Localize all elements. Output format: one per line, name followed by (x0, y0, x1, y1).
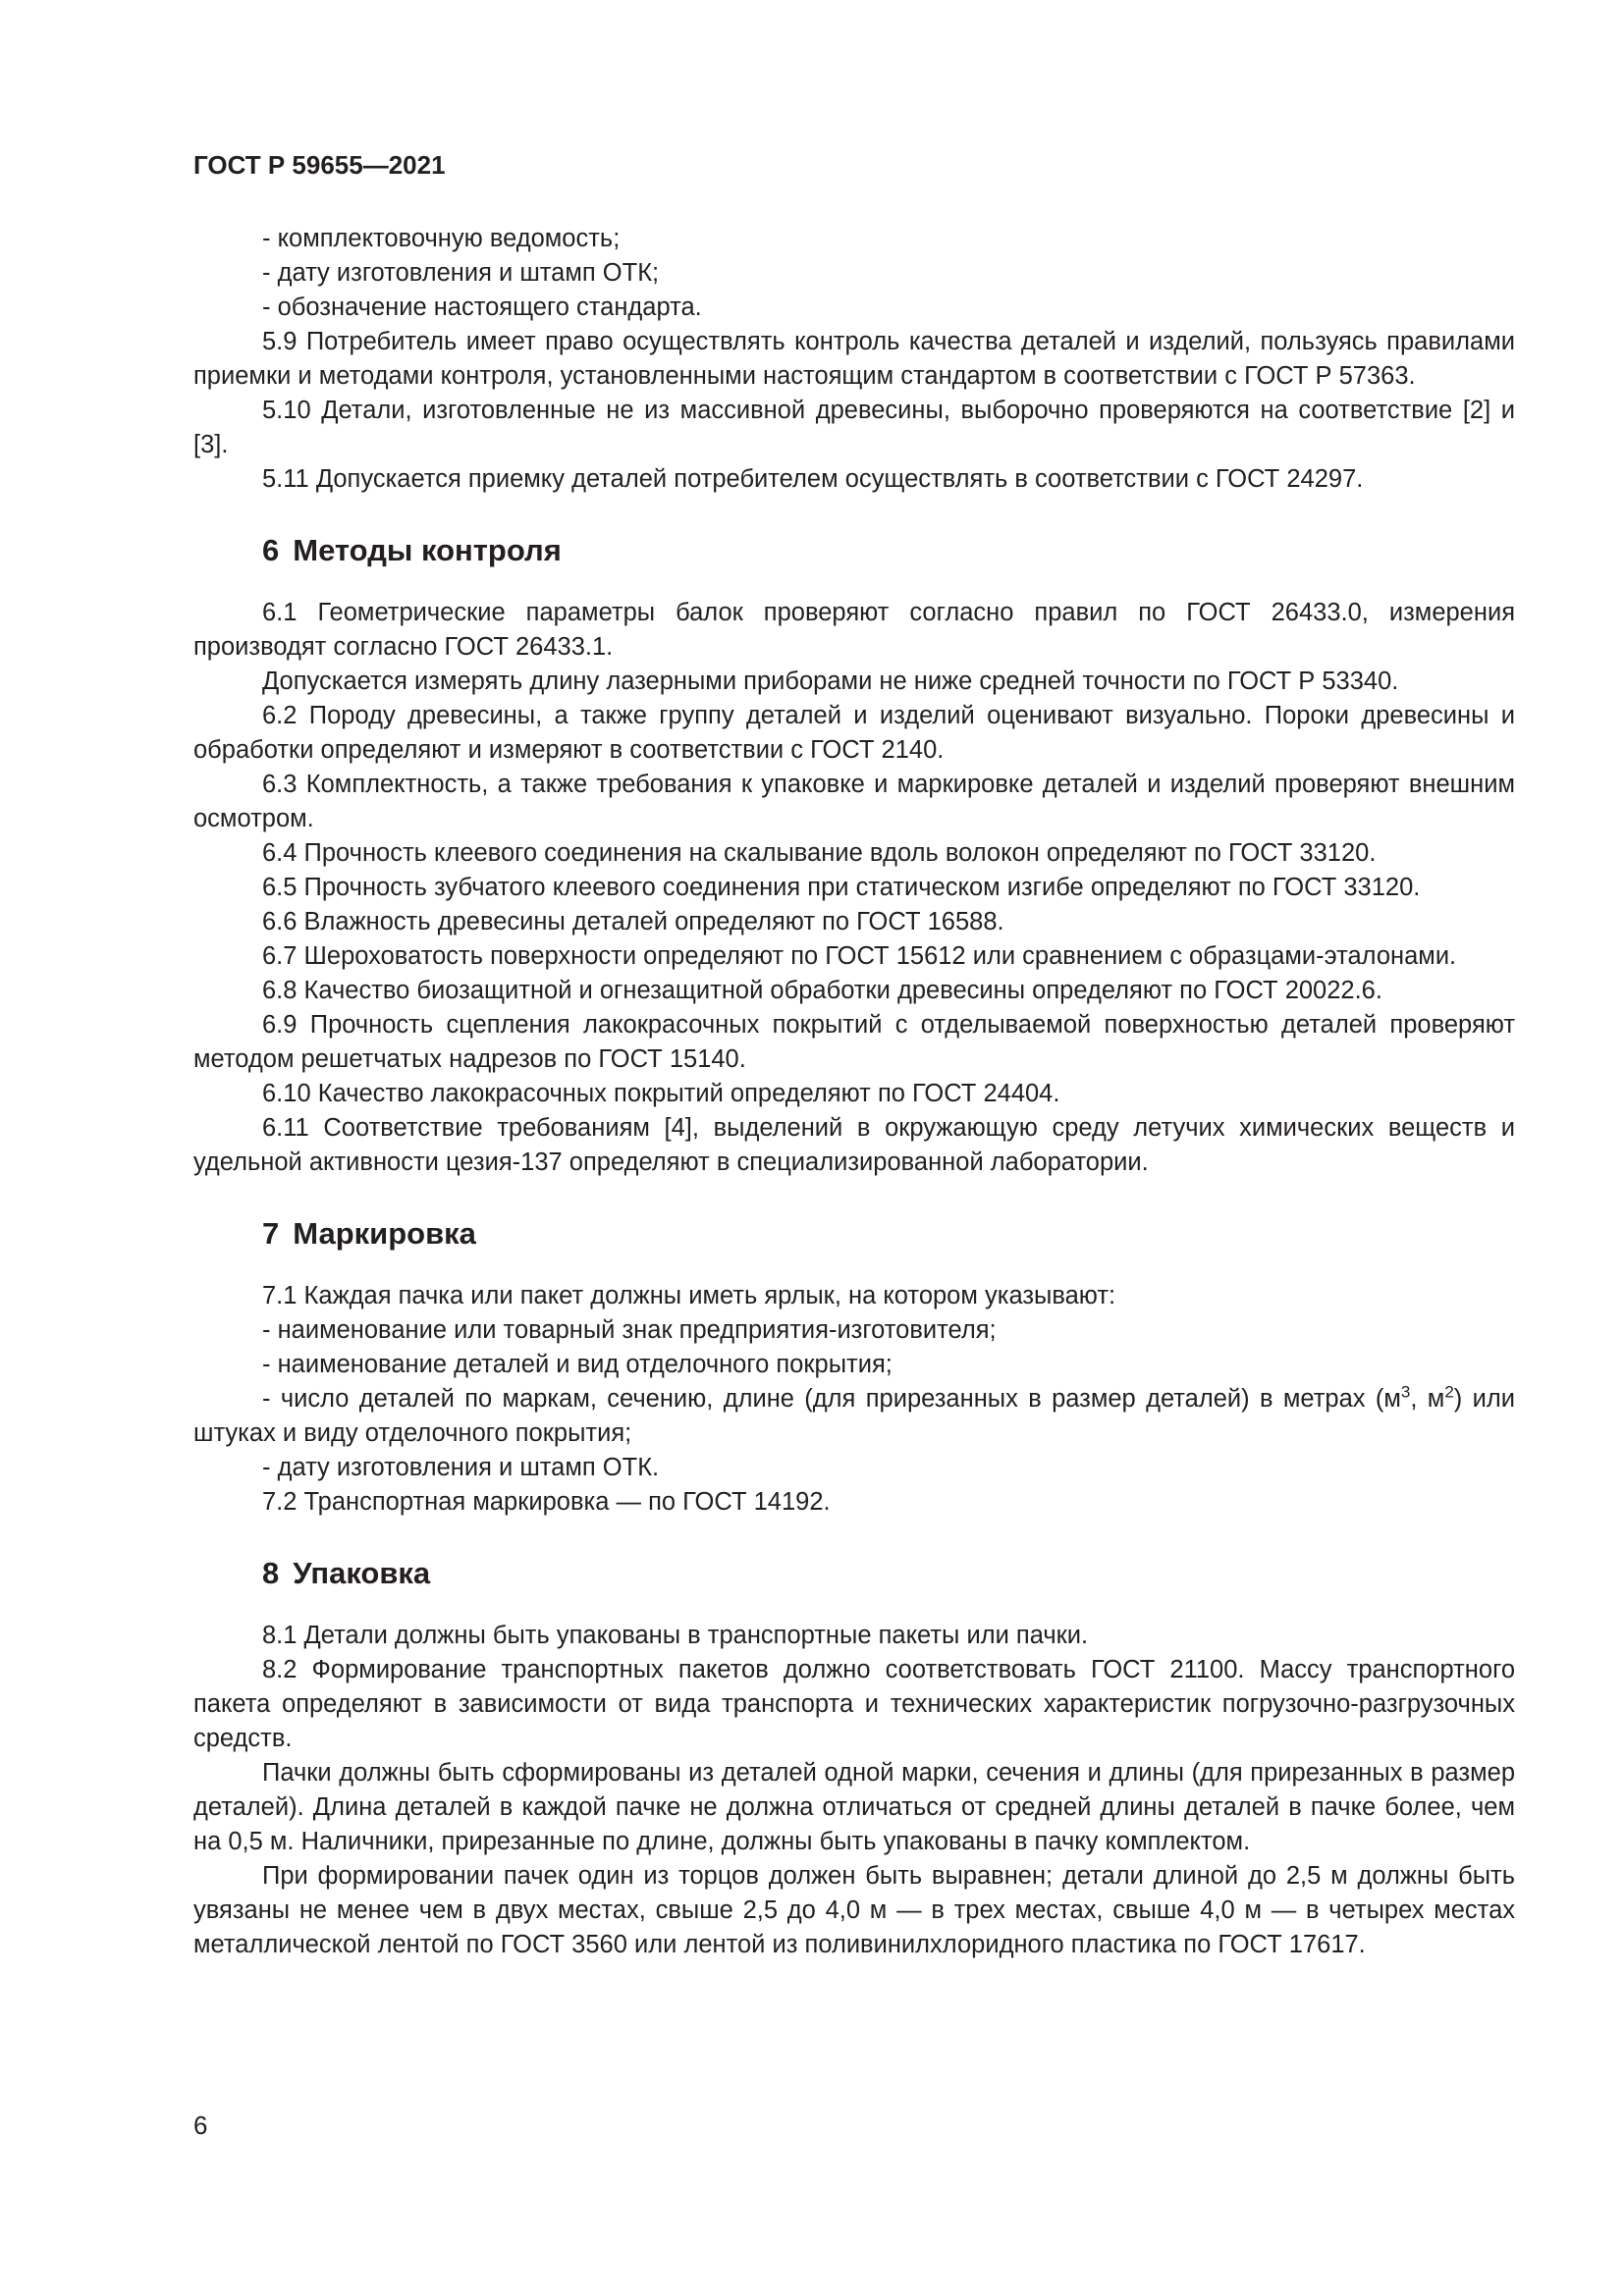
paragraph-6-8: 6.8 Качество биозащитной и огнезащитной обработки древесины определяют по ГОСТ 20022.6. (262, 977, 1382, 1004)
text-fragment: ) или штуках и виду отделочного покрытия; (193, 1385, 1515, 1447)
paragraph: Допускается измерять длину лазерными приборами не ниже средней точности по ГОСТ Р 53340. (262, 667, 1399, 695)
text-fragment: , м (1410, 1385, 1445, 1413)
paragraph-6-5: 6.5 Прочность зубчатого клеевого соединения при статическом изгибе определяют по ГОСТ 33120. (262, 874, 1421, 901)
section-title: Упаковка (293, 1556, 431, 1590)
superscript: 2 (1444, 1382, 1454, 1402)
paragraph-6-11: 6.11 Соответствие требованиям [4], выделений в окружающую среду летучих химических веществ и удельной активности цезия-137 определяют в специализированной лаборатории. (193, 1114, 1515, 1176)
paragraph-6-7: 6.7 Шероховатость поверхности определяют по ГОСТ 15612 или сравнением с образцами-эталонами. (262, 942, 1457, 970)
list-item: - дату изготовления и штамп ОТК; (262, 259, 660, 287)
section-7-heading (262, 1214, 1515, 1254)
paragraph-8-1: 8.1 Детали должны быть упакованы в транспортные пакеты или пачки. (262, 1622, 1089, 1649)
list-item: - комплектовочную ведомость; (262, 225, 621, 252)
paragraph: Пачки должны быть сформированы из деталей одной марки, сечения и длины (для прирезанных в размер деталей). Длина деталей в каждой пачке не должна отличаться от средней длины деталей в пачке более, чем на 0,5 м. Наличники, прирезанные по длине, должны быть упакованы в пачку комплектом. (193, 1759, 1515, 1855)
paragraph-6-1: 6.1 Геометрические параметры балок проверяют согласно правил по ГОСТ 26433.0, измерения производят согласно ГОСТ 26433.1. (193, 599, 1515, 661)
superscript: 3 (1400, 1382, 1411, 1402)
paragraph-6-4: 6.4 Прочность клеевого соединения на скалывание вдоль волокон определяют по ГОСТ 33120. (262, 839, 1377, 867)
text-fragment: - число деталей по маркам, сечению, длине (для прирезанных в размер деталей) в метрах (м (262, 1385, 1401, 1413)
section-title: Маркировка (293, 1216, 476, 1251)
list-item-quantity (193, 1382, 1515, 1451)
section-number: 8 (262, 1556, 280, 1590)
paragraph-5-9: 5.9 Потребитель имеет право осуществлять контроль качества деталей и изделий, пользуясь правилами приемки и методами контроля, установленными настоящим стандартом в соответствии с ГОСТ Р 57363. (193, 328, 1515, 390)
section-number: 6 (262, 533, 280, 567)
document-page (193, 147, 1515, 1962)
paragraph-6-2: 6.2 Породу древесины, а также группу деталей и изделий оценивают визуально. Пороки древесины и обработки определяют и измеряют в соответствии с ГОСТ 2140. (193, 702, 1515, 764)
paragraph-6-9: 6.9 Прочность сцепления лакокрасочных покрытий с отделываемой поверхностью деталей проверяют методом решетчатых надрезов по ГОСТ 15140. (193, 1011, 1515, 1073)
paragraph-6-3: 6.3 Комплектность, а также требования к упаковке и маркировке деталей и изделий проверяют внешним осмотром. (193, 771, 1515, 832)
list-item: - дату изготовления и штамп ОТК. (262, 1454, 660, 1481)
paragraph-6-10: 6.10 Качество лакокрасочных покрытий определяют по ГОСТ 24404. (262, 1080, 1060, 1107)
paragraph-5-11: 5.11 Допускается приемку деталей потребителем осуществлять в соответствии с ГОСТ 24297. (262, 465, 1364, 493)
paragraph-7-1: 7.1 Каждая пачка или пакет должны иметь ярлык, на котором указывают: (262, 1282, 1116, 1309)
list-item: - наименование деталей и вид отделочного покрытия; (262, 1351, 893, 1378)
paragraph-5-10: 5.10 Детали, изготовленные не из массивной древесины, выборочно проверяются на соответствие [2] и [3]. (193, 397, 1515, 458)
section-6-heading (262, 531, 1515, 570)
paragraph-8-2: 8.2 Формирование транспортных пакетов должно соответствовать ГОСТ 21100. Массу транспортного пакета определяют в зависимости от вида транспорта и технических характеристик погрузочно-разгрузочных средств. (193, 1656, 1515, 1752)
page-number: 6 (193, 2110, 208, 2140)
paragraph-7-2: 7.2 Транспортная маркировка — по ГОСТ 14192. (262, 1488, 831, 1516)
paragraph-6-6: 6.6 Влажность древесины деталей определяют по ГОСТ 16588. (262, 908, 1004, 935)
list-item: - наименование или товарный знак предприятия-изготовителя; (262, 1316, 997, 1344)
document-header: ГОСТ Р 59655—2021 (193, 150, 446, 180)
paragraph: При формировании пачек один из торцов должен быть выравнен; детали длиной до 2,5 м должны быть увязаны не менее чем в двух местах, свыше 2,5 до 4,0 м — в трех местах, свыше 4,0 м — в четырех местах металлической лентой по ГОСТ 3560 или лентой из поливинилхлоридного пластика по ГОСТ 17617. (193, 1862, 1515, 1958)
section-8-heading (262, 1554, 1515, 1593)
section-number: 7 (262, 1216, 280, 1251)
list-item: - обозначение настоящего стандарта. (262, 294, 702, 321)
section-title: Методы контроля (293, 533, 562, 567)
